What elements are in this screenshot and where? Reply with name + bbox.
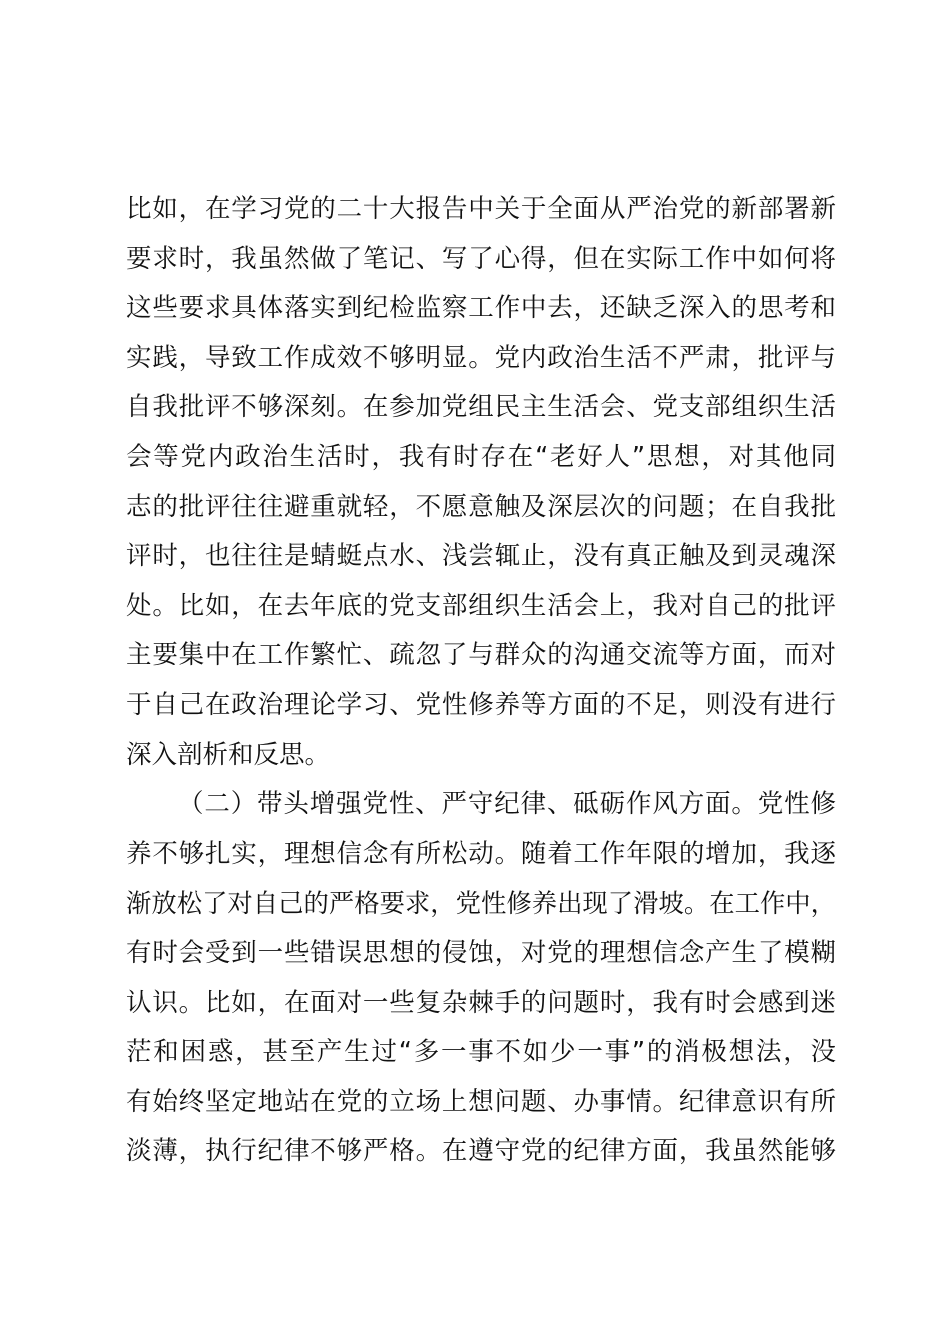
text-line: 这些要求具体落实到纪检监察工作中去，还缺乏深入的思考和 <box>126 293 836 324</box>
text-line: 志的批评往往避重就轻，不愿意触及深层次的问题；在自我批 <box>126 491 836 522</box>
text-line: 有始终坚定地站在党的立场上想问题、办事情。纪律意识有所 <box>126 1086 836 1117</box>
text-line: 评时，也往往是蜻蜓点水、浅尝辄止，没有真正触及到灵魂深 <box>126 541 836 572</box>
text-line: 会等党内政治生活时，我有时存在“老好人”思想，对其他同 <box>126 441 836 472</box>
text-line: 自我批评不够深刻。在参加党组民主生活会、党支部组织生活 <box>126 392 836 423</box>
text-line: 有时会受到一些错误思想的侵蚀，对党的理想信念产生了模糊 <box>126 937 836 968</box>
text-line: 茫和困惑，甚至产生过“多一事不如少一事”的消极想法，没 <box>126 1037 836 1068</box>
body-text <box>126 185 836 1177</box>
text-line: 养不够扎实，理想信念有所松动。随着工作年限的增加，我逐 <box>126 838 836 869</box>
section-heading-line: （二）带头增强党性、严守纪律、砥砺作风方面。党性修 <box>178 789 836 820</box>
text-line: 认识。比如，在面对一些复杂棘手的问题时，我有时会感到迷 <box>126 987 836 1018</box>
text-line: 渐放松了对自己的严格要求，党性修养出现了滑坡。在工作中， <box>126 888 836 919</box>
text-line: 处。比如，在去年底的党支部组织生活会上，我对自己的批评 <box>126 590 836 621</box>
text-line: 深入剖析和反思。 <box>126 739 331 770</box>
text-line: 比如，在学习党的二十大报告中关于全面从严治党的新部署新 <box>126 194 836 224</box>
text-line: 于自己在政治理论学习、党性修养等方面的不足，则没有进行 <box>126 689 836 720</box>
text-line: 要求时，我虽然做了笔记、写了心得，但在实际工作中如何将 <box>126 243 836 274</box>
text-line: 淡薄，执行纪律不够严格。在遵守党的纪律方面，我虽然能够 <box>126 1136 836 1167</box>
text-line: 主要集中在工作繁忙、疏忽了与群众的沟通交流等方面，而对 <box>126 640 836 671</box>
text-line: 实践，导致工作成效不够明显。党内政治生活不严肃，批评与 <box>126 342 836 373</box>
